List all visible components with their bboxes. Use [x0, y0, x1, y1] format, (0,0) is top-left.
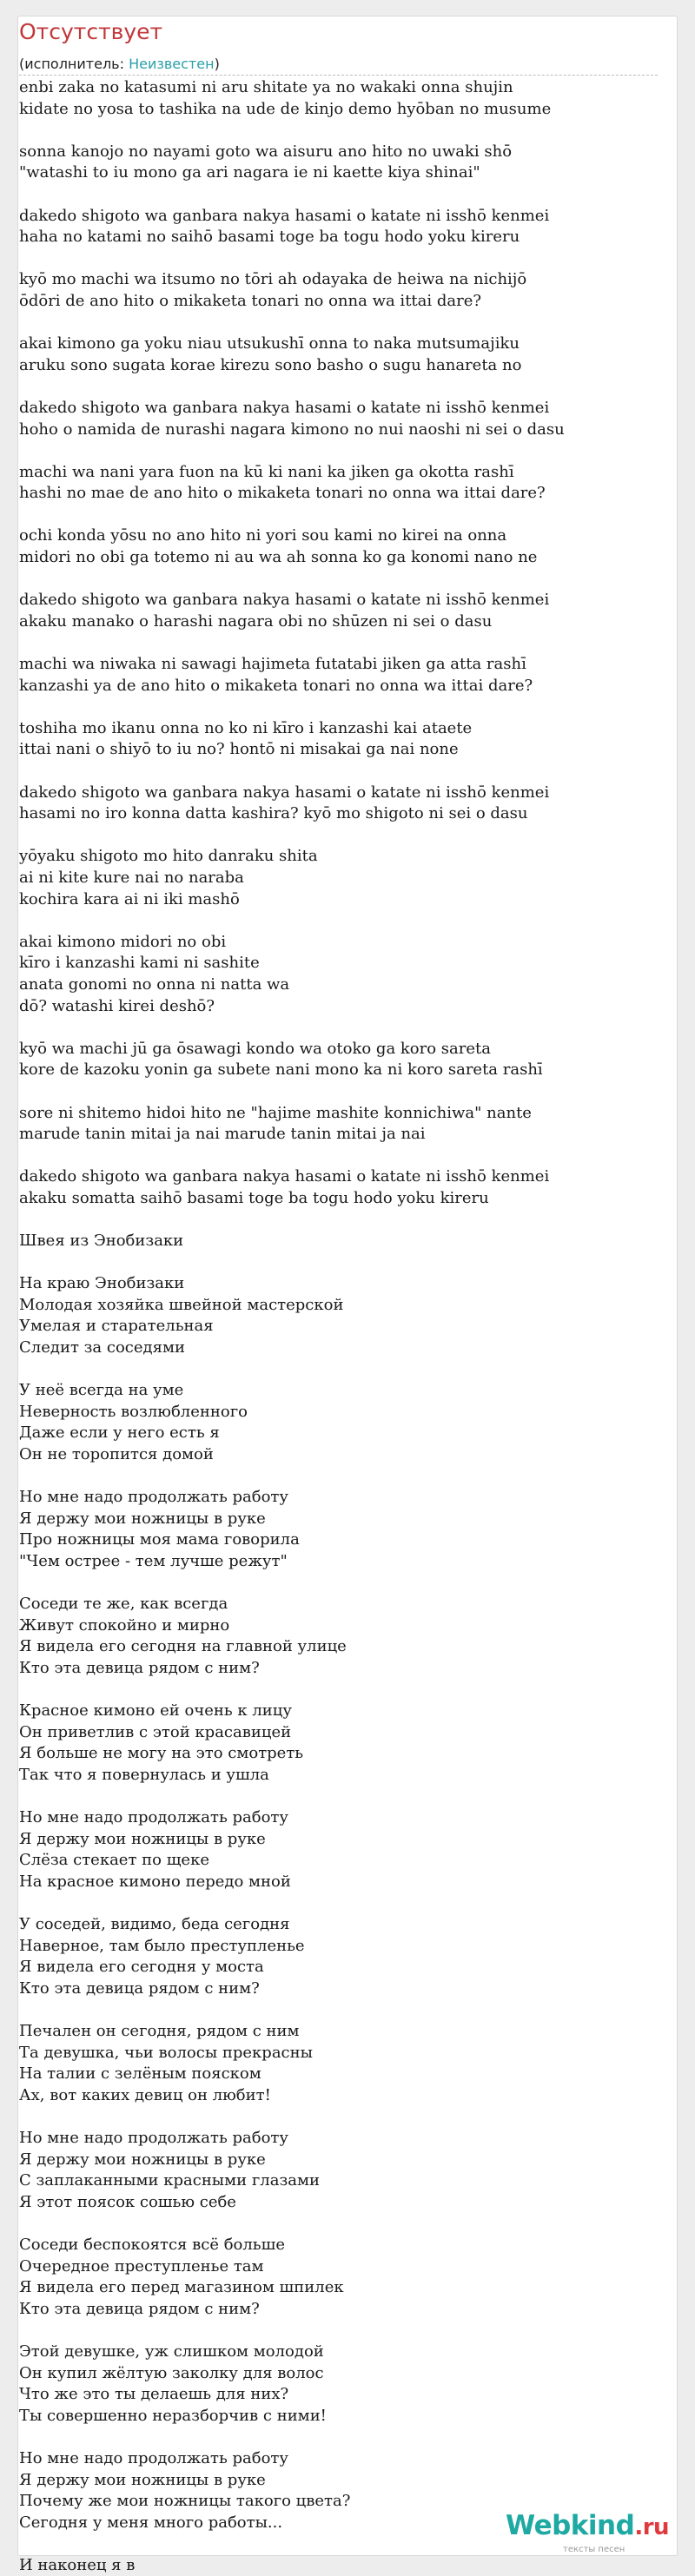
- lyric-line: kyō mo machi wa itsumo no tōri ah odayaka de heiwa na nichijō: [19, 270, 527, 289]
- lyric-line: Слёза стекает по щеке: [19, 1851, 209, 1870]
- stanza-gap: [19, 1081, 662, 1103]
- stanza-gap: [19, 569, 662, 591]
- lyric-line: haha no katami no saihō basami toge ba togu hodo yoku kireru: [19, 228, 520, 247]
- lyric-line: ai ni kite kure nai no naraba: [19, 868, 244, 887]
- stanza-gap: [19, 1787, 662, 1808]
- lyric-line: anata gonomi no onna ni natta wa: [19, 974, 290, 994]
- lyric-line: midori no obi ga totemo ni au wa ah sonna ko ga konomi nano ne: [19, 548, 538, 567]
- lyric-line: Почему же мои ножницы такого цвета?: [19, 2492, 351, 2511]
- lyric-line: Он приветлив с этой красавицей: [19, 1722, 292, 1741]
- lyric-line: На красное кимоно передо мной: [19, 1872, 291, 1891]
- lyric-line: "Чем острее - тем лучше режут": [19, 1551, 288, 1570]
- lyric-line: ōdōri de ano hito o mikaketa tonari no onna wa ittai dare?: [19, 291, 482, 310]
- stanza-gap: [19, 632, 662, 654]
- performer-link[interactable]: Неизвестен: [129, 56, 215, 72]
- lyric-line: Но мне надо продолжать работу: [19, 2129, 288, 2147]
- lyric-line: aruku sono sugata korae kirezu sono basho o sugu hanareta no: [19, 355, 522, 374]
- lyrics-text: [19, 77, 662, 2576]
- lyric-line: kanzashi ya de ano hito o mikaketa tonari no onna wa ittai dare?: [19, 676, 533, 695]
- lyric-line: Сегодня у меня много работы...: [19, 2513, 283, 2532]
- lyric-line: Красное кимоно ей очень к лицу: [19, 1701, 292, 1721]
- stanza-gap: [19, 440, 662, 462]
- stanza-gap: [19, 1680, 662, 1701]
- lyric-line: kore de kazoku yonin ga subete nani mono ka ni koro sareta rashī: [19, 1060, 543, 1080]
- stanza-gap: [19, 1209, 662, 1231]
- lyric-line: Я больше не могу на это смотреть: [19, 1744, 304, 1763]
- site-logo-tld: .ru: [634, 2514, 670, 2540]
- lyric-line: Ах, вот каких девиц он любит!: [19, 2085, 271, 2104]
- stanza-gap: [19, 1573, 662, 1595]
- lyric-line: akaku somatta saihō basami toge ba togu hodo yoku kireru: [19, 1188, 489, 1207]
- lyric-line: Про ножницы моя мама говорила: [19, 1530, 300, 1549]
- stanza-gap: [19, 2106, 662, 2128]
- lyric-line: dakedo shigoto wa ganbara nakya hasami o katate ni isshō kenmei: [19, 206, 550, 225]
- lyric-line: Я держу мои ножницы в руке: [19, 2470, 266, 2489]
- stanza-gap: [19, 1466, 662, 1488]
- lyric-line: dakedo shigoto wa ganbara nakya hasami o katate ni isshō kenmei: [19, 783, 550, 802]
- site-logo[interactable]: [506, 2510, 670, 2541]
- lyric-line: hoho o namida de nurashi nagara kimono no nui naoshi ni sei o dasu: [19, 419, 565, 439]
- stanza-gap: [19, 1252, 662, 1274]
- song-title: Отсутствует: [19, 19, 163, 44]
- stanza-gap: [19, 1359, 662, 1381]
- stanza-gap: [19, 313, 662, 334]
- lyric-line: dakedo shigoto wa ganbara nakya hasami o katate ni isshō kenmei: [19, 398, 550, 417]
- stanza-gap: [19, 825, 662, 847]
- lyric-line: sonna kanojo no nayami goto wa aisuru ano hito no uwaki shō: [19, 142, 513, 161]
- lyric-line: ittai nani o shiyō to iu no? hontō ni misakai ga nai none: [19, 740, 459, 759]
- lyric-line: dō? watashi kirei deshō?: [19, 996, 215, 1015]
- lyric-line: Но мне надо продолжать работу: [19, 2448, 288, 2467]
- lyric-line: Этой девушке, уж слишком молодой: [19, 2342, 324, 2361]
- lyric-line: toshiha mo ikanu onna no ko ni kīro i kanzashi kai ataete: [19, 718, 473, 737]
- lyric-line: Я этот поясок сошью себе: [19, 2192, 236, 2211]
- lyric-line: "watashi to iu mono ga ari nagara ie ni kaette kiya shinai": [19, 163, 480, 182]
- lyric-line: Кто эта девица рядом с ним?: [19, 1658, 260, 1677]
- stanza-gap: [19, 120, 662, 142]
- site-tagline: тексты песен: [563, 2545, 626, 2554]
- lyric-line: Я держу мои ножницы в руке: [19, 2150, 266, 2169]
- lyric-line: dakedo shigoto wa ganbara nakya hasami o katate ni isshō kenmei: [19, 591, 550, 610]
- lyric-line: akaku manako o harashi nagara obi no shūzen ni sei o dasu: [19, 611, 493, 631]
- stanza-gap: [19, 1017, 662, 1039]
- lyric-line: Очередное преступленье там: [19, 2256, 264, 2275]
- stanza-gap: [19, 505, 662, 526]
- stanza-gap: [19, 1146, 662, 1167]
- lyric-line: С заплаканными красными глазами: [19, 2171, 320, 2190]
- lyric-line: Кто эта девица рядом с ним?: [19, 1978, 260, 1998]
- stanza-gap: [19, 248, 662, 270]
- lyric-line: marude tanin mitai ja nai marude tanin mitai ja nai: [19, 1125, 426, 1144]
- lyric-line: Молодая хозяйка швейной мастерской: [19, 1295, 344, 1314]
- stanza-gap: [19, 697, 662, 718]
- performer-suffix: ): [214, 56, 220, 72]
- lyric-line: machi wa nani yara fuon na kū ki nani ka jiken ga okotta rashī: [19, 462, 514, 481]
- lyric-line: Печален он сегодня, рядом с ним: [19, 2022, 300, 2041]
- lyric-line: Соседи те же, как всегда: [19, 1595, 228, 1614]
- performer-line: [19, 56, 220, 72]
- header-divider: [19, 75, 658, 76]
- lyric-line: Я видела его перед магазином шпилек: [19, 2278, 344, 2297]
- lyric-line: Соседи беспокоятся всё больше: [19, 2235, 285, 2254]
- site-logo-name: Webkind: [506, 2510, 635, 2541]
- lyric-line: Я держу мои ножницы в руке: [19, 1829, 266, 1848]
- lyric-line: Неверность возлюбленного: [19, 1402, 248, 1421]
- lyric-line: yōyaku shigoto mo hito danraku shita: [19, 847, 318, 866]
- lyric-line: sore ni shitemo hidoi hito ne "hajime mashite konnichiwa" nante: [19, 1103, 532, 1122]
- stanza-gap: [19, 1892, 662, 1914]
- lyric-line: Кто эта девица рядом с ним?: [19, 2299, 260, 2318]
- lyric-line: Та девушка, чьи волосы прекрасны: [19, 2043, 313, 2062]
- lyric-line: У неё всегда на уме: [19, 1381, 184, 1400]
- lyric-line: dakedo shigoto wa ganbara nakya hasami o katate ni isshō kenmei: [19, 1167, 550, 1186]
- lyric-line: enbi zaka no katasumi ni aru shitate ya no wakaki onna shujin: [19, 78, 513, 96]
- lyric-line: kīro i kanzashi kami ni sashite: [19, 954, 260, 973]
- stanza-gap: [19, 2213, 662, 2235]
- lyric-line: Живут спокойно и мирно: [19, 1615, 230, 1635]
- lyric-line: akai kimono midori no obi: [19, 932, 227, 951]
- lyric-line: Я видела его сегодня у моста: [19, 1958, 264, 1977]
- stanza-gap: [19, 376, 662, 398]
- stanza-gap: [19, 184, 662, 206]
- lyric-line: akai kimono ga yoku niau utsukushī onna to naka mutsumajiku: [19, 334, 520, 353]
- lyric-line: Умелая и старательная: [19, 1317, 214, 1336]
- lyric-line: kidate no yosa to tashika na ude de kinjo demo hyōban no musume: [19, 99, 552, 118]
- lyric-line: Следит за соседями: [19, 1338, 185, 1357]
- lyric-line: На краю Энобизаки: [19, 1274, 185, 1293]
- stanza-gap: [19, 1999, 662, 2021]
- lyric-line: Он не торопится домой: [19, 1445, 214, 1463]
- stanza-gap: [19, 910, 662, 932]
- lyric-line: Ты совершенно неразборчив с ними!: [19, 2406, 327, 2425]
- lyric-line: Я держу мои ножницы в руке: [19, 1509, 266, 1528]
- lyric-line: И наконец я в: [19, 2555, 136, 2574]
- performer-prefix: (исполнитель:: [19, 56, 129, 72]
- lyric-line: ochi konda yōsu no ano hito ni yori sou kami no kirei na onna: [19, 526, 507, 545]
- lyric-line: Даже если у него есть я: [19, 1423, 220, 1443]
- lyric-line: Но мне надо продолжать работу: [19, 1488, 288, 1507]
- stanza-gap: [19, 761, 662, 783]
- stanza-gap: [19, 2427, 662, 2448]
- lyric-line: Что же это ты делаешь для них?: [19, 2385, 289, 2404]
- lyric-line: У соседей, видимо, беда сегодня: [19, 1915, 290, 1934]
- lyric-line: На талии с зелёным пояском: [19, 2064, 261, 2084]
- lyric-line: machi wa niwaka ni sawagi hajimeta futatabi jiken ga atta rashī: [19, 655, 526, 674]
- stanza-gap: [19, 2320, 662, 2342]
- lyric-line: Так что я повернулась и ушла: [19, 1765, 269, 1784]
- lyric-line: hasami no iro konna datta kashira? kyō mo shigoto ni sei o dasu: [19, 804, 528, 823]
- lyric-line: Но мне надо продолжать работу: [19, 1808, 288, 1827]
- lyric-line: Я видела его сегодня на главной улице: [19, 1637, 347, 1656]
- lyric-line: Швея из Энобизаки: [19, 1232, 184, 1251]
- lyric-line: kochira kara ai ni iki mashō: [19, 889, 240, 908]
- lyric-line: Он купил жёлтую заколку для волос: [19, 2363, 324, 2382]
- lyric-line: hashi no mae de ano hito o mikaketa tonari no onna wa ittai dare?: [19, 484, 546, 503]
- lyric-line: kyō wa machi jū ga ōsawagi kondo wa otoko ga koro sareta: [19, 1039, 491, 1058]
- lyric-line: Наверное, там было преступленье: [19, 1936, 305, 1955]
